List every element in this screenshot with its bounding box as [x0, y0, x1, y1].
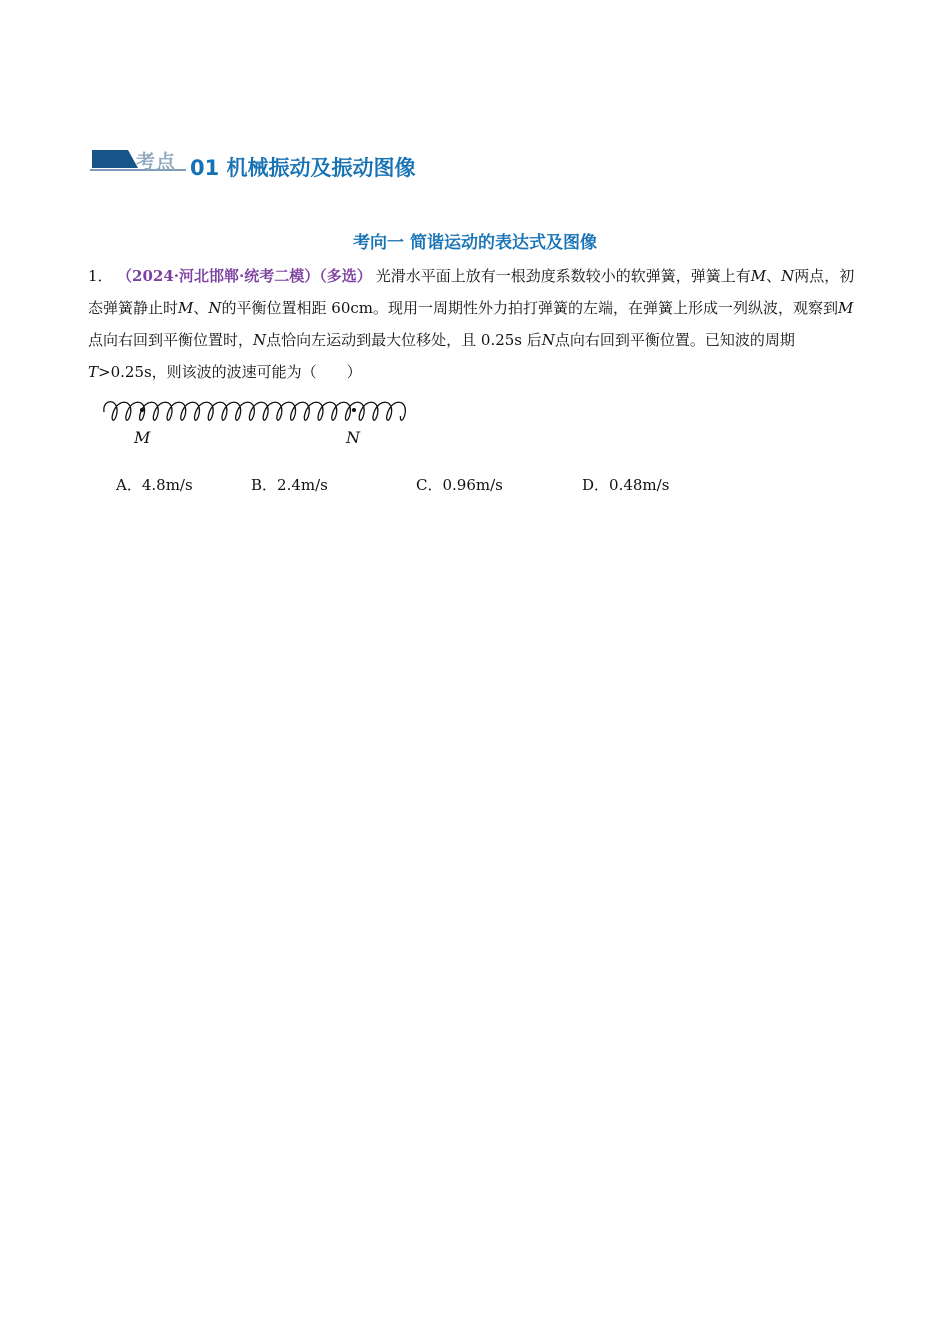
var-n: N — [253, 331, 267, 349]
option-letter: C． — [416, 476, 443, 494]
question-number: 1． — [88, 267, 113, 285]
var-n: N — [208, 299, 222, 317]
label-n: N — [346, 428, 360, 447]
option-value: 2.4m/s — [277, 476, 328, 494]
answer-options — [116, 474, 836, 498]
topic-header — [88, 144, 688, 188]
option-value: 0.96m/s — [442, 476, 503, 494]
topic-title: 01 机械振动及振动图像 — [190, 156, 416, 180]
var-m: M — [838, 299, 854, 317]
option-d[interactable] — [582, 474, 669, 495]
question-type: （多选） — [319, 267, 372, 285]
question-text: 两点，初态弹簧静止时 — [88, 267, 855, 317]
option-letter: A． — [116, 476, 142, 494]
option-letter: B． — [251, 476, 278, 494]
question-text: 点恰向左运动到最大位移处，且 0.25s 后 — [266, 331, 542, 349]
question-1 — [88, 260, 868, 388]
var-m: M — [750, 267, 767, 285]
option-value: 0.48m/s — [609, 476, 670, 494]
question-text: 点向右回到平衡位置时， — [88, 331, 254, 349]
question-text: 点向右回到平衡位置。已知波的周期 — [554, 331, 795, 349]
option-c[interactable] — [416, 474, 503, 495]
var-m: M — [178, 299, 194, 317]
option-value: 4.8m/s — [141, 476, 193, 494]
var-t: T — [88, 363, 99, 381]
topic-badge-label: 考点 — [136, 151, 177, 173]
var-n: N — [781, 267, 795, 285]
question-text: 光滑水平面上放有一根劲度系数较小的软弹簧，弹簧上有 — [375, 267, 751, 285]
spring-figure — [98, 394, 418, 454]
option-a[interactable] — [116, 474, 193, 495]
label-m: M — [134, 428, 151, 447]
separator: 、 — [766, 267, 782, 285]
question-text: >0.25s，则该波的波速可能为（ ） — [98, 363, 362, 381]
option-b[interactable] — [251, 474, 328, 495]
spring-coil-icon — [98, 394, 418, 428]
question-source: （2024·河北邯郸·统考二模） — [124, 267, 320, 285]
separator: 、 — [193, 299, 209, 317]
var-n: N — [541, 331, 555, 349]
question-text: 的平衡位置相距 60cm。现用一周期性外力拍打弹簧的左端，在弹簧上形成一列纵波，观察到 — [221, 299, 838, 317]
option-letter: D． — [582, 476, 610, 494]
section-title: 考向一 简谐运动的表达式及图像 — [353, 233, 597, 253]
